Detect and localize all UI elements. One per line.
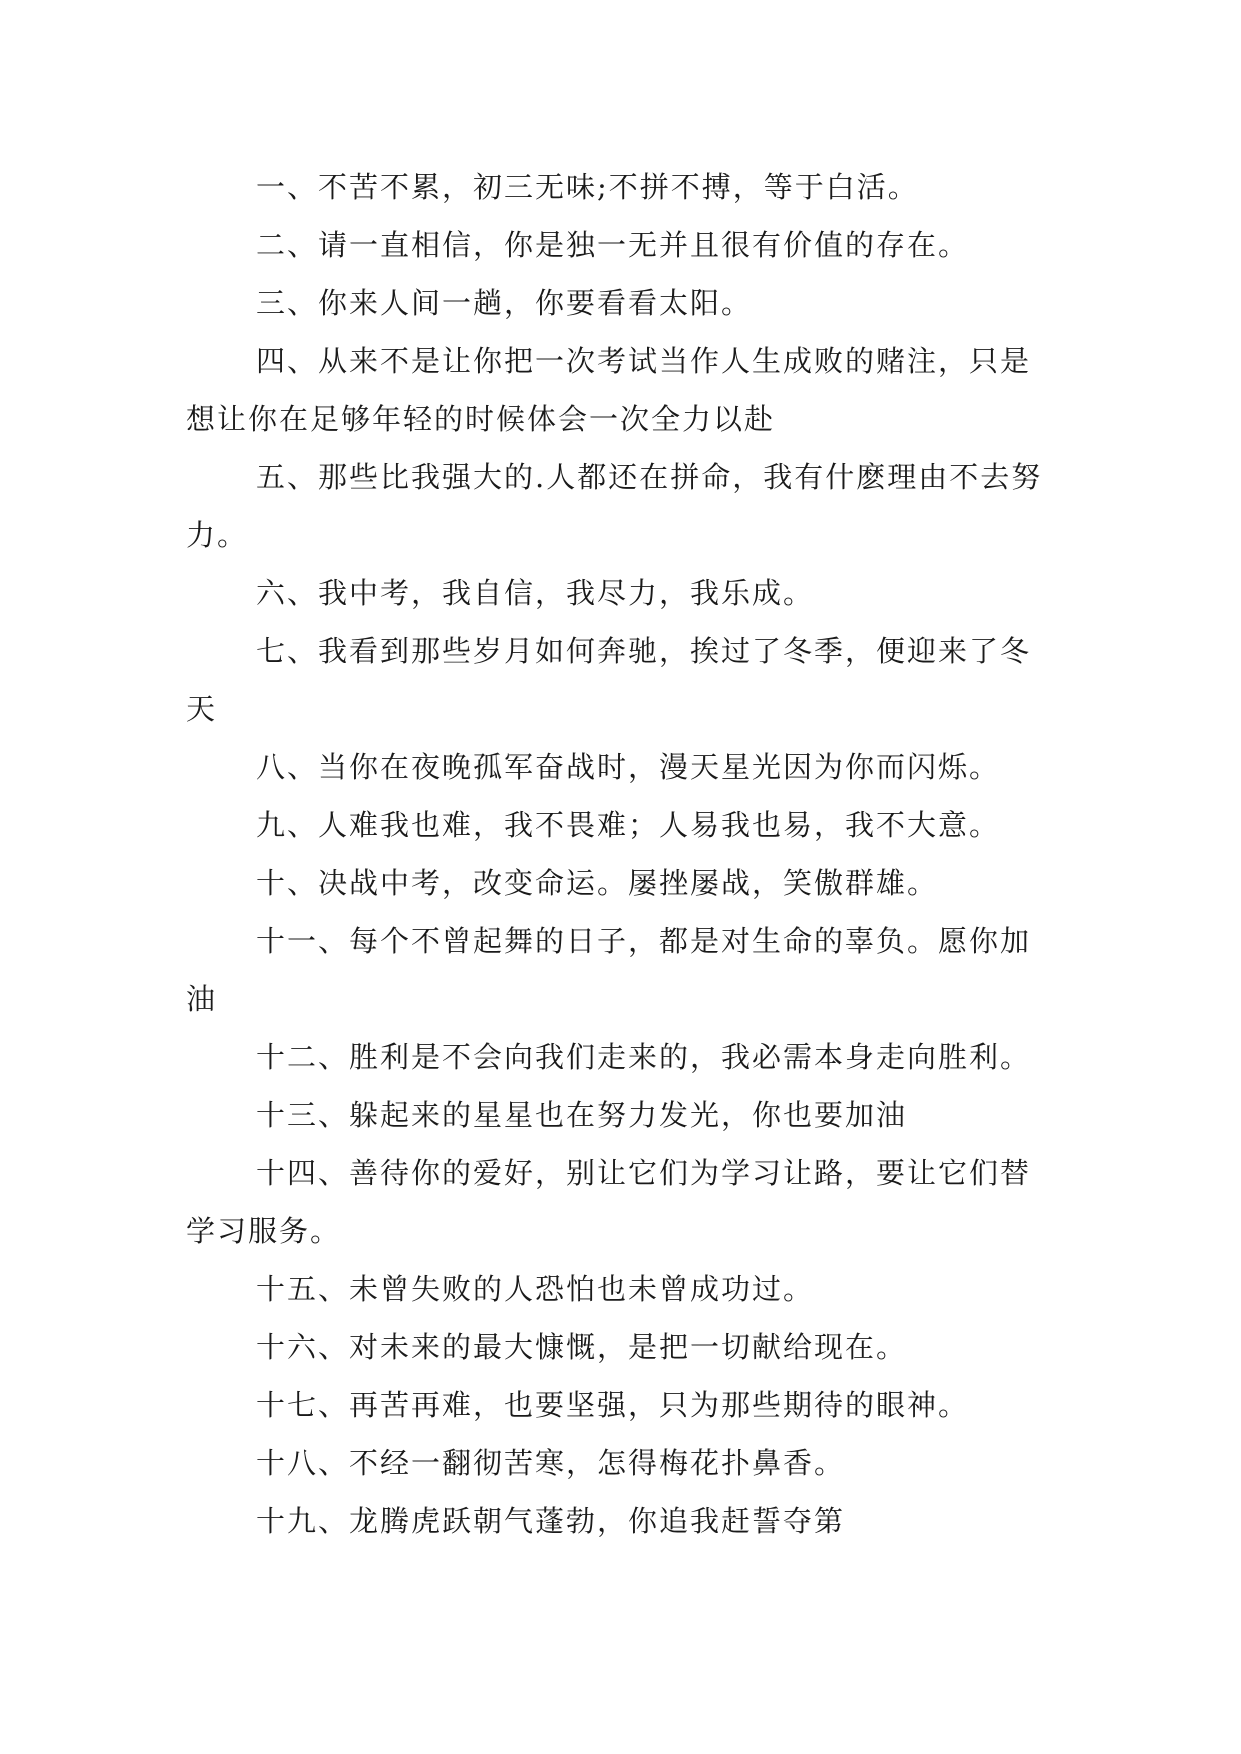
paragraph-14: 十四、善待你的爱好，别让它们为学习让路，要让它们替学习服务。 <box>186 1156 1032 1248</box>
paragraph-13: 十三、躲起来的星星也在努力发光，你也要加油 <box>256 1098 908 1132</box>
paragraph-12: 十二、胜利是不会向我们走来的，我必需本身走向胜利。 <box>256 1040 1032 1074</box>
document-body <box>186 158 1056 1550</box>
paragraph-3: 三、你来人间一趟，你要看看太阳。 <box>256 286 753 320</box>
paragraph-2: 二、请一直相信，你是独一无并且很有价值的存在。 <box>256 228 970 262</box>
paragraph-19: 十九、龙腾虎跃朝气蓬勃，你追我赶誓夺第 <box>256 1504 846 1538</box>
paragraph-6: 六、我中考，我自信，我尽力，我乐成。 <box>256 576 815 610</box>
paragraph-11: 十一、每个不曾起舞的日子，都是对生命的辜负。愿你加油 <box>186 924 1032 1016</box>
paragraph-1: 一、不苦不累，初三无味;不拼不搏，等于白活。 <box>256 170 919 204</box>
paragraph-9: 九、人难我也难，我不畏难；人易我也易，我不大意。 <box>256 808 1001 842</box>
paragraph-15: 十五、未曾失败的人恐怕也未曾成功过。 <box>256 1272 815 1306</box>
paragraph-8: 八、当你在夜晚孤军奋战时，漫天星光因为你而闪烁。 <box>256 750 1001 784</box>
paragraph-16: 十六、对未来的最大慷慨，是把一切献给现在。 <box>256 1330 908 1364</box>
paragraph-17: 十七、再苦再难，也要坚强，只为那些期待的眼神。 <box>256 1388 970 1422</box>
paragraph-10: 十、决战中考，改变命运。屡挫屡战，笑傲群雄。 <box>256 866 939 900</box>
paragraph-18: 十八、不经一翻彻苦寒，怎得梅花扑鼻香。 <box>256 1446 846 1480</box>
paragraph-5: 五、那些比我强大的.人都还在拼命，我有什麽理由不去努力。 <box>186 460 1043 552</box>
paragraph-4: 四、从来不是让你把一次考试当作人生成败的赌注，只是想让你在足够年轻的时候体会一次全力以赴 <box>186 344 1032 436</box>
paragraph-7: 七、我看到那些岁月如何奔驰，挨过了冬季，便迎来了冬天 <box>186 634 1032 726</box>
